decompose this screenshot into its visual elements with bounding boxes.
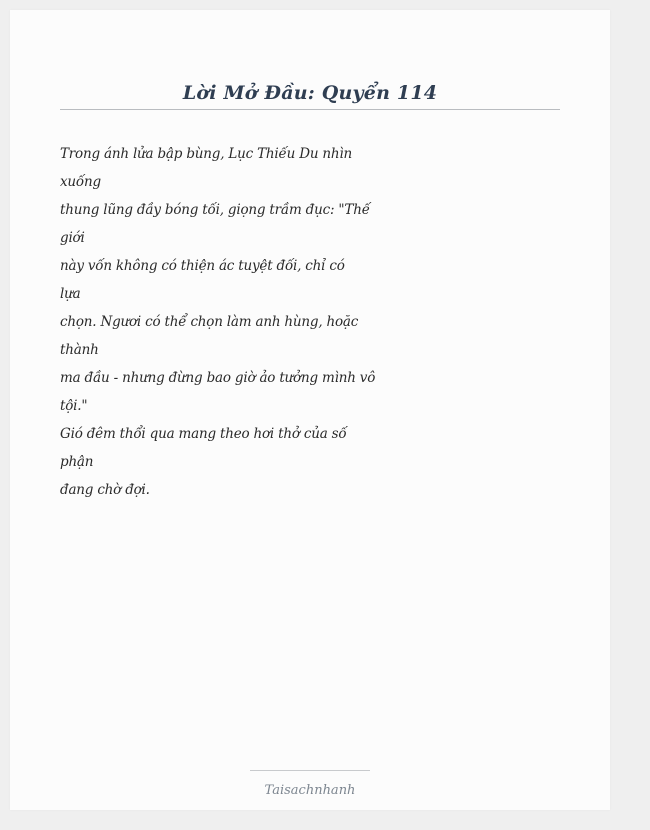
text-line: tội." [60,398,88,414]
text-line: xuống [60,174,101,190]
title-divider [60,109,560,110]
text-line: này vốn không có thiện ác tuyệt đối, chỉ có [60,258,345,274]
text-line: phận [60,454,94,470]
text-line: thành [60,342,99,358]
text-line: Trong ánh lửa bập bùng, Lục Thiếu Du nhìn [60,146,353,162]
document-page [10,10,610,810]
text-line: Gió đêm thổi qua mang theo hơi thở của số [60,426,347,442]
text-line: giới [60,230,85,246]
footer-divider [250,770,370,771]
text-line: lựa [60,286,81,302]
body-text [60,140,376,504]
text-line: ma đầu - nhưng đừng bao giờ ảo tưởng mình vô [60,370,376,386]
page-title: Lời Mở Đầu: Quyển 114 [182,82,438,104]
footer-site-name: Taisachnhanh [264,783,356,798]
text-line: chọn. Ngươi có thể chọn làm anh hùng, hoặc [60,314,359,330]
text-line: đang chờ đợi. [60,482,150,498]
text-line: thung lũng đầy bóng tối, giọng trầm đục: "Thế [60,202,370,218]
